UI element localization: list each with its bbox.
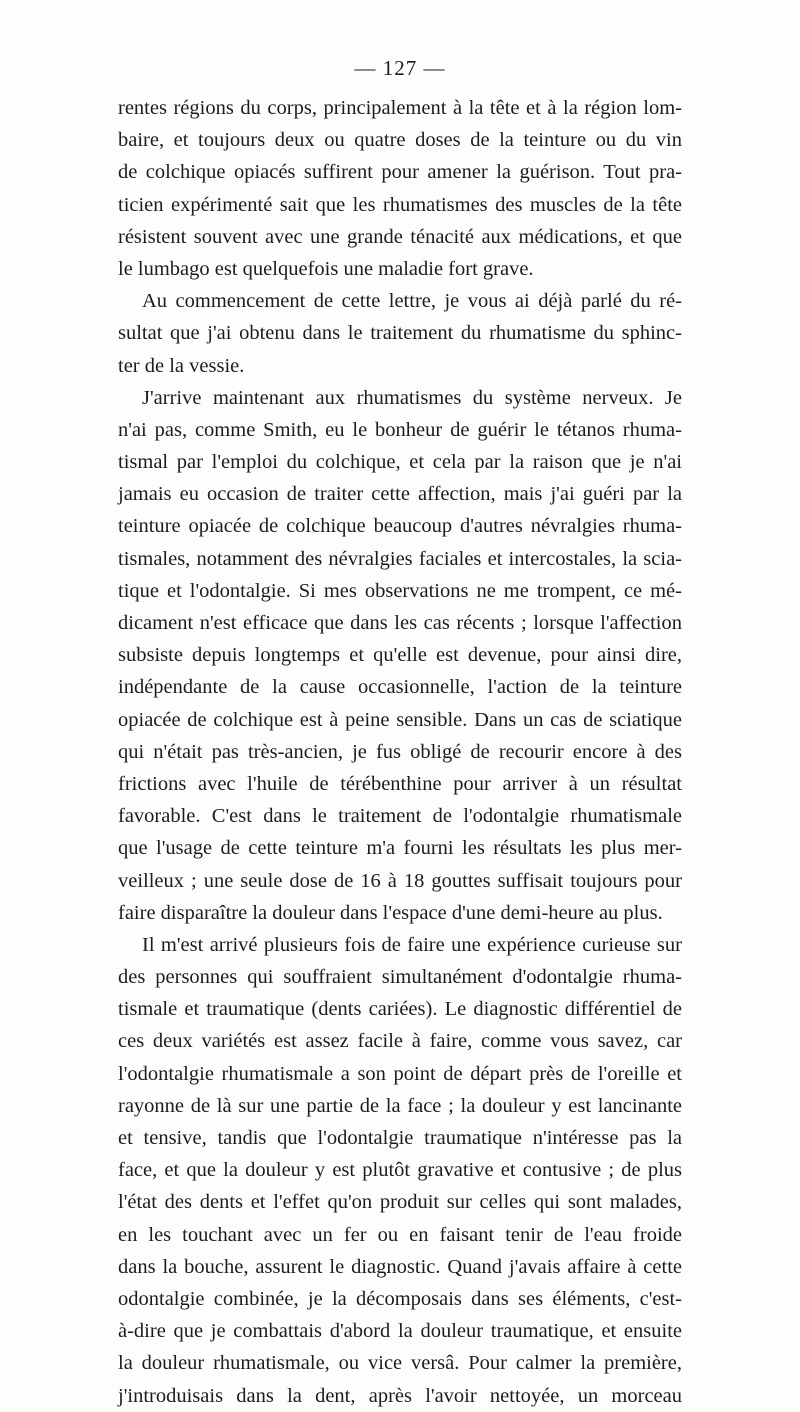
text-line: le lumbago est quelquefois une maladie fort grave. bbox=[118, 257, 534, 280]
text-line: J'arrive maintenant aux rhumatismes du système nerveux. Je bbox=[142, 386, 682, 409]
text-line: rentes régions du corps, principalement à la tête et à la région lom- bbox=[118, 97, 682, 119]
text-line: subsiste depuis longtemps et qu'elle est devenue, pour ainsi dire, bbox=[118, 644, 682, 667]
text-line: la douleur rhumatismale, ou vice versâ. Pour calmer la première, bbox=[118, 1352, 682, 1375]
text-line: faire disparaître la douleur dans l'espace d'une demi-heure au plus. bbox=[118, 901, 663, 924]
text-line: dicament n'est efficace que dans les cas récents ; lorsque l'affection bbox=[118, 612, 682, 634]
text-line: l'état des dents et l'effet qu'on produit sur celles qui sont malades, bbox=[118, 1191, 682, 1214]
text-line: jamais eu occasion de traiter cette affection, mais j'ai guéri par la bbox=[118, 483, 682, 506]
text-line: que l'usage de cette teinture m'a fourni les résultats les plus mer- bbox=[118, 837, 682, 860]
text-line: Au commencement de cette lettre, je vous ai déjà parlé du ré- bbox=[142, 290, 682, 313]
text-line: odontalgie combinée, je la décomposais dans ses éléments, c'est- bbox=[118, 1287, 682, 1310]
text-line: baire, et toujours deux ou quatre doses de la teinture ou du vin bbox=[118, 129, 682, 152]
text-line: ter de la vessie. bbox=[118, 354, 245, 377]
text-line: résistent souvent avec une grande ténacité aux médications, et que bbox=[118, 225, 682, 248]
text-line: à-dire que je combattais d'abord la douleur traumatique, et ensuite bbox=[118, 1320, 682, 1343]
text-line: veilleux ; une seule dose de 16 à 18 gouttes suffisait toujours pour bbox=[118, 869, 682, 892]
text-line: frictions avec l'huile de térébenthine pour arriver à un résultat bbox=[118, 772, 682, 795]
page-number: — 127 — bbox=[354, 56, 446, 80]
text-line: indépendante de la cause occasionnelle, l'action de la teinture bbox=[118, 676, 682, 699]
text-line: sultat que j'ai obtenu dans le traitement du rhumatisme du sphinc- bbox=[118, 322, 682, 345]
text-line: l'odontalgie rhumatismale a son point de départ près de l'oreille et bbox=[118, 1062, 682, 1085]
text-line: tismales, notamment des névralgies faciales et intercostales, la scia- bbox=[118, 547, 682, 570]
text-line: favorable. C'est dans le traitement de l'odontalgie rhumatismale bbox=[118, 805, 682, 828]
text-line: des personnes qui souffraient simultanément d'odontalgie rhuma- bbox=[118, 966, 682, 989]
text-line: en les touchant avec un fer ou en faisant tenir de l'eau froide bbox=[118, 1223, 682, 1246]
text-line: et tensive, tandis que l'odontalgie traumatique n'intéresse pas la bbox=[118, 1127, 682, 1149]
text-line: de colchique opiacés suffirent pour amener la guérison. Tout pra- bbox=[118, 161, 682, 184]
text-line: qui n'était pas très-ancien, je fus obligé de recourir encore à des bbox=[118, 740, 682, 763]
text-line: ticien expérimenté sait que les rhumatismes des muscles de la tête bbox=[118, 193, 682, 216]
text-line: dans la bouche, assurent le diagnostic. Quand j'avais affaire à cette bbox=[118, 1255, 682, 1278]
text-line: opiacée de colchique est à peine sensible. Dans un cas de sciatique bbox=[118, 708, 682, 731]
text-line: tismal par l'emploi du colchique, et cela par la raison que je n'ai bbox=[118, 451, 682, 474]
text-line: Il m'est arrivé plusieurs fois de faire une expérience curieuse sur bbox=[142, 933, 682, 956]
text-line: ces deux variétés est assez facile à faire, comme vous savez, car bbox=[118, 1030, 682, 1053]
text-line: rayonne de là sur une partie de la face ; la douleur y est lancinante bbox=[118, 1094, 682, 1117]
text-line: j'introduisais dans la dent, après l'avoir nettoyée, un morceau bbox=[118, 1384, 682, 1407]
body-text bbox=[118, 92, 682, 1412]
text-line: tique et l'odontalgie. Si mes observations ne me trompent, ce mé- bbox=[118, 579, 682, 602]
text-line: tismale et traumatique (dents cariées). Le diagnostic différentiel de bbox=[118, 998, 682, 1021]
text-line: n'ai pas, comme Smith, eu le bonheur de guérir le tétanos rhuma- bbox=[118, 418, 682, 441]
text-line: face, et que la douleur y est plutôt gravative et contusive ; de plus bbox=[118, 1159, 682, 1182]
text-line: teinture opiacée de colchique beaucoup d'autres névralgies rhuma- bbox=[118, 515, 682, 538]
